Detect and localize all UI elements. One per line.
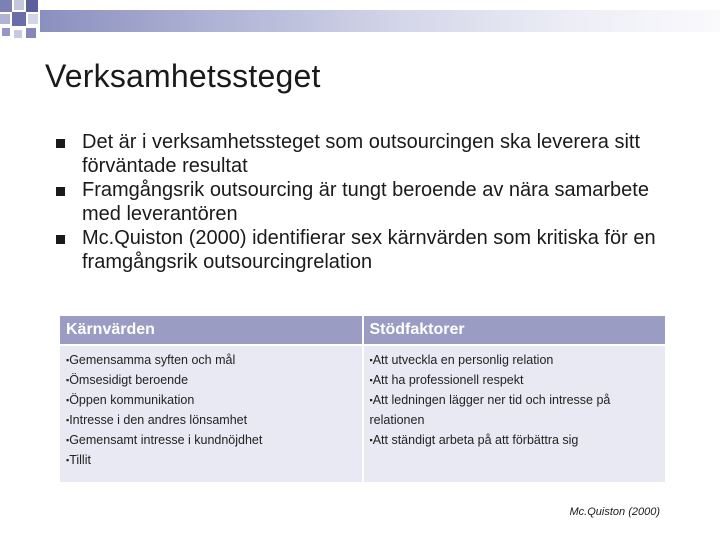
support-factors-cell xyxy=(363,345,666,482)
list-item: ▪Gemensamma syften och mål xyxy=(66,353,236,367)
header-karnvarden: Kärnvärden xyxy=(60,316,363,345)
list-item: ▪Intresse i den andres lönsamhet xyxy=(66,413,248,427)
deco-square xyxy=(26,0,38,12)
list-item: ▪Att utveckla en personlig relation xyxy=(369,353,554,367)
square-bullet-icon xyxy=(56,139,65,148)
deco-square xyxy=(2,28,10,36)
bullet-text: Mc.Quiston (2000) identifierar sex kärnvärden som kritiska för en framgångsrik outsourcingrelation xyxy=(82,227,656,273)
citation: Mc.Quiston (2000) xyxy=(569,506,660,518)
list-item: ▪Att ständigt arbeta på att förbättra sig xyxy=(369,433,579,447)
square-bullet-icon xyxy=(56,235,65,244)
list-item: ▪Att ha professionell respekt xyxy=(369,373,524,387)
deco-square xyxy=(12,12,26,26)
list-item: ▪Ömsesidigt beroende xyxy=(66,373,189,387)
deco-square xyxy=(28,14,38,24)
bullet-text: Framgångsrik outsourcing är tungt beroende av nära samarbete med leverantören xyxy=(82,179,649,225)
deco-square xyxy=(14,0,24,10)
bullet-list xyxy=(56,130,676,274)
header-stodfaktorer: Stödfaktorer xyxy=(363,316,666,345)
square-bullet-icon xyxy=(56,187,65,196)
list-item: ▪Öppen kommunikation xyxy=(66,393,195,407)
deco-square xyxy=(0,0,12,12)
slide-title: Verksamhetssteget xyxy=(45,58,321,94)
decorative-header-band xyxy=(0,0,720,40)
list-item: ▪Tillit xyxy=(66,453,91,467)
bullet-item xyxy=(56,178,676,226)
bullet-text: Det är i verksamhetssteget som outsourcingen ska leverera sitt förväntade resultat xyxy=(82,131,641,177)
deco-square xyxy=(26,28,36,38)
list-item: ▪Att ledningen lägger ner tid och intresse på relationen xyxy=(369,393,611,427)
table-header-row xyxy=(60,316,665,345)
table-row xyxy=(60,345,665,482)
core-values-cell xyxy=(60,345,363,482)
core-values-table xyxy=(60,316,665,482)
gradient-bar xyxy=(40,10,720,32)
deco-square xyxy=(0,14,10,24)
bullet-item xyxy=(56,226,676,274)
bullet-item xyxy=(56,130,676,178)
list-item: ▪Gemensamt intresse i kundnöjdhet xyxy=(66,433,263,447)
deco-square xyxy=(14,30,22,38)
